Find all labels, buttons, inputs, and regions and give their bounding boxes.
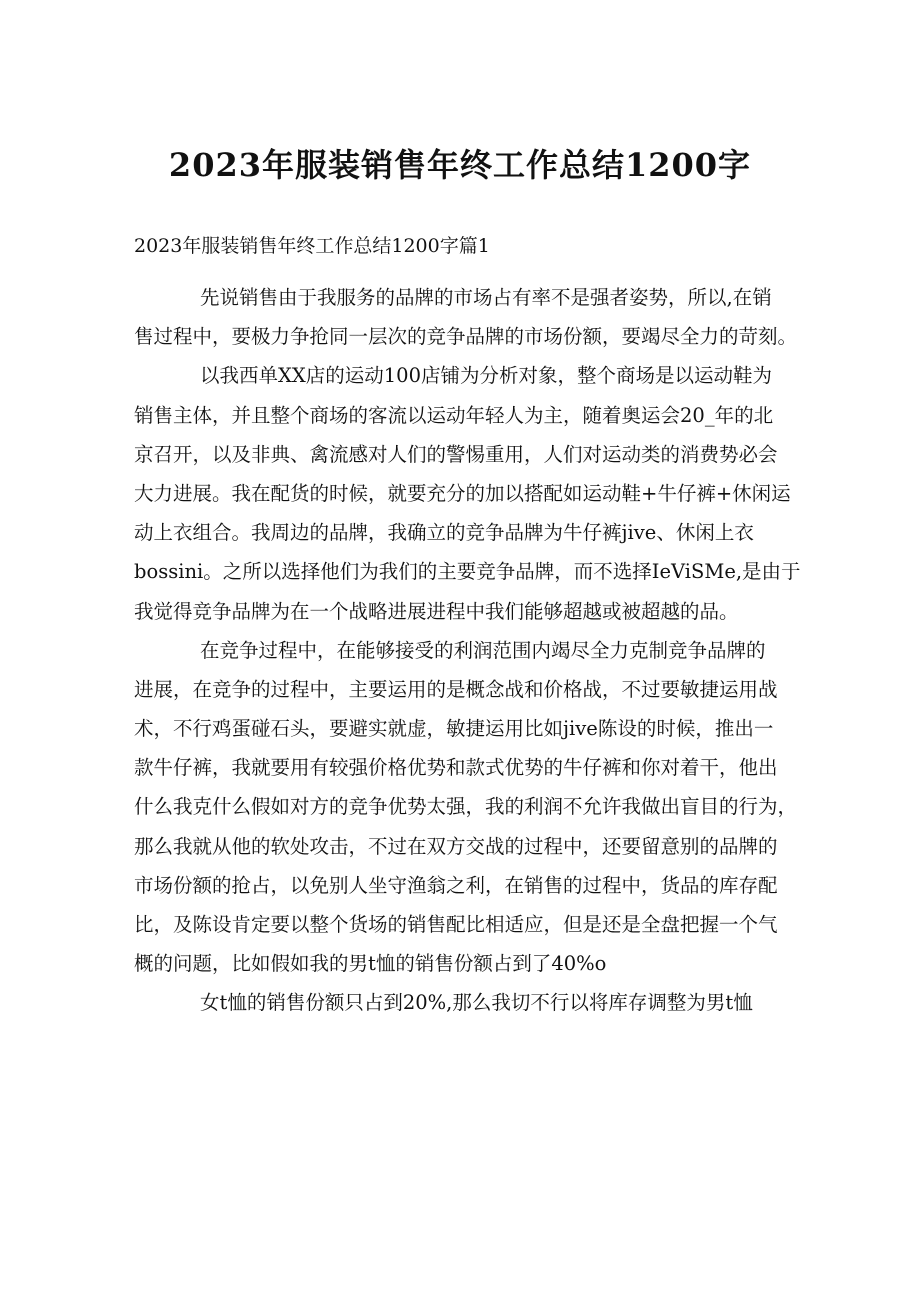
- body-line: 那么我就从他的软处攻击，不过在双方交战的过程中，还要留意别的品牌的: [134, 834, 778, 858]
- body-line: 什么我克什么假如对方的竞争优势太强，我的利润不允许我做出盲目的行为，: [134, 795, 798, 819]
- section-heading: 2023年服装销售年终工作总结1200字篇1: [134, 235, 490, 257]
- body-line: 大力进展。我在配货的时候，就要充分的加以搭配如运动鞋+牛仔裤+休闲运: [134, 481, 791, 505]
- body-line: 我觉得竞争品牌为在一个战略进展进程中我们能够超越或被超越的品。: [134, 599, 739, 623]
- body-line: 市场份额的抢占，以免别人坐守渔翁之利，在销售的过程中，货品的库存配: [134, 873, 778, 897]
- document-body: [134, 278, 801, 1023]
- body-line: 女t恤的销售份额只占到20%,那么我切不行以将库存调整为男t恤: [200, 991, 753, 1015]
- body-line: 动上衣组合。我周边的品牌，我确立的竞争品牌为牛仔裤jive、休闲上衣: [134, 521, 754, 545]
- body-line: 先说销售由于我服务的品牌的市场占有率不是强者姿势，所以,在销: [200, 286, 772, 309]
- body-line: 款牛仔裤，我就要用有较强价格优势和款式优势的牛仔裤和你对着干，他出: [134, 756, 778, 780]
- document-title: 2023年服装销售年终工作总结1200字: [168, 146, 752, 184]
- body-line: 售过程中，要极力争抢同一层次的竞争品牌的市场份额，要竭尽全力的苛刻。: [134, 325, 798, 349]
- body-line: 概的问题，比如假如我的男t恤的销售份额占到了40%o: [134, 952, 607, 976]
- body-line: 术，不行鸡蛋碰石头，要避实就虚，敏捷运用比如jive陈设的时候，推出一: [134, 717, 774, 741]
- body-line: 京召开，以及非典、禽流感对人们的警惕重用，人们对运动类的消费势必会: [134, 442, 778, 466]
- body-line: 进展，在竞争的过程中，主要运用的是概念战和价格战，不过要敏捷运用战: [134, 677, 778, 701]
- body-line: 在竞争过程中，在能够接受的利润范围内竭尽全力克制竞争品牌的: [200, 638, 766, 662]
- body-line: 以我西单XX店的运动100店铺为分析对象，整个商场是以运动鞋为: [200, 364, 772, 388]
- body-line: 比，及陈设肯定要以整个货场的销售配比相适应，但是还是全盘把握一个气: [134, 913, 778, 936]
- body-line: bossini。之所以选择他们为我们的主要竞争品牌，而不选择IeViSMe,是由于: [134, 560, 801, 584]
- body-line: 销售主体，并且整个商场的客流以运动年轻人为主，随着奥运会20_年的北: [134, 403, 774, 427]
